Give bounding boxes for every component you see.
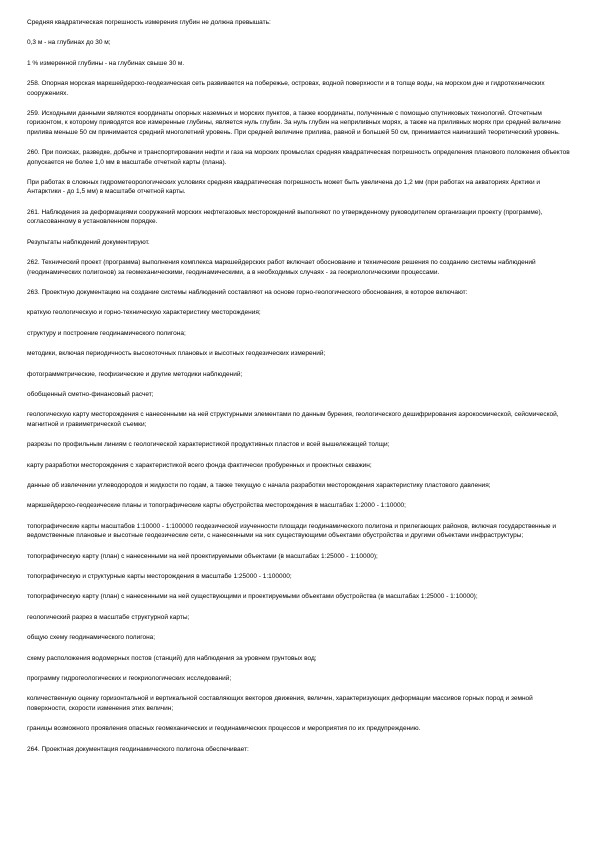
- list-item: фотограмметрические, геофизические и другие методики наблюдений;: [27, 370, 243, 378]
- list-item: краткую геологическую и горно-техническую характеристику месторождения;: [27, 309, 261, 317]
- list-item: схему расположения водомерных постов (станций) для наблюдения за уровнем грунтовых вод;: [27, 654, 317, 662]
- list-item: маркшейдерско-геодезические планы и топографические карты обустройства месторождения в масштабах 1:2000 - 1:10000;: [27, 502, 406, 510]
- list-item: данные об извлечении углеводородов и жидкости по годам, а также текущую с начала разработки месторождения характеристику пластового давления;: [27, 481, 491, 489]
- list-item: топографическую карту (план) с нанесенными на ней существующими и проектируемыми объектами обустройства (в масштабах 1:25000 - 1:10000);: [27, 593, 478, 601]
- list-item: топографические карты масштабов 1:10000 - 1:100000 геодезической изученности площади геодинамического полигона и прилегающих районов, включая государственные и ведомственные плановые и высотные геодезические сети, с нанесенными на них существующими объектами обустройства и другими объектами инфраструктуры;: [27, 522, 556, 540]
- list-item: структуру и построение геодинамического полигона;: [27, 329, 186, 337]
- paragraph: Результаты наблюдений документируют.: [27, 238, 150, 246]
- list-item: топографическую карту (план) с нанесенными на ней проектируемыми объектами (в масштабах 1:25000 - 1:10000);: [27, 552, 378, 560]
- list-item: 0,3 м - на глубинах до 30 м;: [27, 39, 111, 47]
- paragraph-264: 264. Проектная документация геодинамического полигона обеспечивает:: [27, 745, 249, 753]
- document-page: [27, 18, 572, 765]
- paragraph-262: 262. Технический проект (программа) выполнения комплекса маркшейдерских работ включает обоснование и технические решения по созданию системы наблюдений (геодинамических полигонов) за геомеханическими, геодинамическими, а в необходимых случаях - за геокриологическими процессами.: [27, 259, 536, 276]
- paragraph: При работах в сложных гидрометеорологических условиях средняя квадратическая погрешность может быть увеличена до 1,2 мм (при работах на акваториях Арктики и Антарктики - до 1,5 мм) в масштабе отчетной карты.: [27, 179, 541, 196]
- paragraph-259: 259. Исходными данными являются координаты опорных наземных и морских пунктов, а также координаты, полученные с помощью спутниковых технологий. Отсчетным горизонтом, к которому приводятся все измеренные глубины, является нуль глубин. За нуль глубин на неприливных морях, а также на приливных морях при средней величине прилива меньше 50 см принимается средний многолетний уровень. При средней величине прилива, равной и большей 50 см, принимается наинизший теоретический уровень.: [27, 110, 561, 136]
- paragraph-261: 261. Наблюдения за деформациями сооружений морских нефтегазовых месторождений выполняют по утвержденному руководителем организации проекту (программе), согласованному в установленном порядке.: [27, 208, 543, 226]
- list-item: карту разработки месторождения с характеристикой всего фонда фактически пробуренных и проектных скважин;: [27, 461, 372, 469]
- list-item: методики, включая периодичность высокоточных плановых и высотных геодезических измерений;: [27, 350, 326, 358]
- list-item: 1 % измеренной глубины - на глубинах свыше 30 м.: [27, 59, 185, 67]
- list-item: топографическую и структурные карты месторождения в масштабе 1:25000 - 1:100000;: [27, 573, 292, 580]
- list-item: геологическую карту месторождения с нанесенными на ней структурными элементами по данным бурения, геологического дешифрирования аэрокосмической, сейсмической, магнитной и гравиметрической съемки;: [27, 411, 559, 428]
- list-item: количественную оценку горизонтальной и вертикальной составляющих векторов движения, величин, характеризующих деформации массивов горных пород и земной поверхности, скорости изменения этих величин;: [27, 695, 533, 712]
- list-item: геологический разрез в масштабе структурной карты;: [27, 613, 190, 621]
- list-item: разрезы по профильным линиям с геологической характеристикой продуктивных пластов и всей вышележащей толщи;: [27, 441, 390, 449]
- paragraph-258: 258. Опорная морская маркшейдерско-геодезическая сеть развивается на побережье, островах, водной поверхности и в толще воды, на морском дне и гидротехнических сооружениях.: [27, 80, 545, 97]
- list-item: границы возможного проявления опасных геомеханических и геодинамических процессов и мероприятия по их предупреждению.: [27, 725, 421, 733]
- list-item: программу гидрогеологических и геокриологических исследований;: [27, 675, 232, 683]
- paragraph-intro: Средняя квадратическая погрешность измерения глубин не должна превышать:: [27, 19, 271, 26]
- paragraph-260: 260. При поисках, разведке, добыче и транспортировании нефти и газа на морских промыслах средняя квадратическая погрешность определения планового положения объектов допускается не более 1,0 мм в масштабе отчетной карты (плана).: [27, 149, 570, 166]
- list-item: обобщенный сметно-финансовый расчет;: [27, 390, 154, 398]
- paragraph-263: 263. Проектную документацию на создание системы наблюдений составляют на основе горно-геологического обоснования, в которое включают:: [27, 288, 468, 296]
- list-item: общую схему геодинамического полигона;: [27, 634, 156, 642]
